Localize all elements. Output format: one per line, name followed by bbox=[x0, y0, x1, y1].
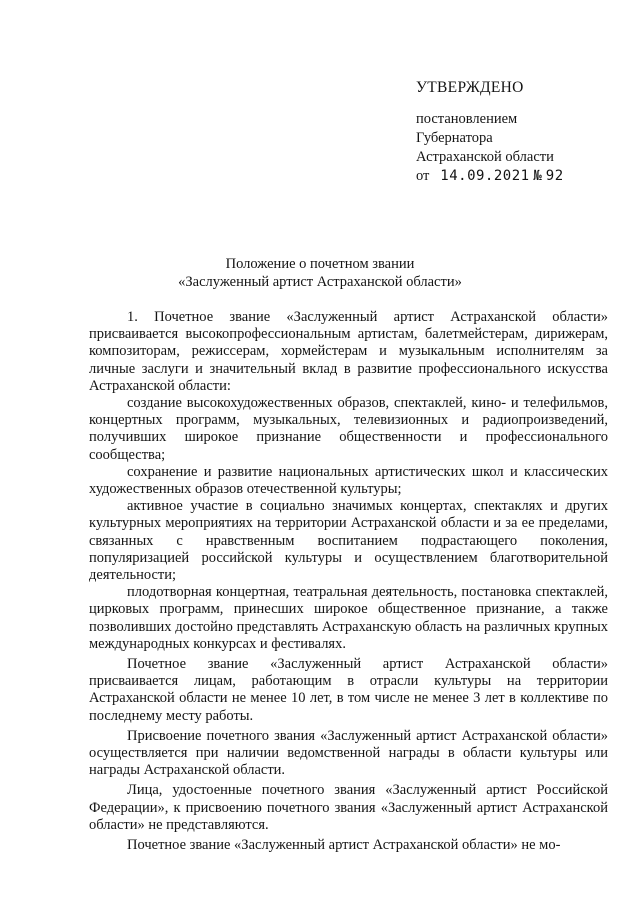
paragraph-7: Присвоение почетного звания «Заслуженный артист Астраханской области» осуществляется при наличии ведомственной награды в области культуры или награды Астраханской области. bbox=[89, 727, 608, 779]
paragraph-6: Почетное звание «Заслуженный артист Астраханской области» присваивается лицам, работающим в отрасли культуры на территории Астраханской области не менее 10 лет, в том числе не менее 3 лет в коллективе по последнему месту работы. bbox=[89, 656, 608, 724]
paragraph-3: сохранение и развитие национальных артистических школ и классических художественных образов отечественной культуры; bbox=[89, 463, 608, 498]
decree-prefix: от bbox=[416, 168, 430, 184]
document-title-line-1: Положение о почетном звании bbox=[225, 256, 415, 272]
approval-line-2: Губернатора bbox=[416, 130, 493, 146]
paragraph-5: плодотворная концертная, театральная деятельность, постановка спектаклей, цирковых программ, принесших широкое общественное признание, а также позволивших достойно представлять Астраханскую область на различных крупных международных конкурсах и фестивалях. bbox=[89, 584, 608, 652]
decree-number-sign: № bbox=[533, 168, 543, 184]
decree-reference bbox=[416, 167, 626, 186]
decree-date: 14.09.2021 bbox=[440, 168, 530, 184]
approval-line-1: постановлением bbox=[416, 111, 518, 127]
approval-title: УТВЕРЖДЕНО bbox=[416, 79, 524, 96]
paragraph-1: 1. Почетное звание «Заслуженный артист Астраханской области» присваивается высокопрофессиональным артистам, балетмейстерам, дирижерам, композиторам, режиссерам, хормейстерам и музыкальным исполнителям за личные заслуги и значительный вклад в развитие профессионального искусства Астраханской области: bbox=[89, 309, 608, 394]
paragraph-9: Почетное звание «Заслуженный артист Астраханской области» не мо- bbox=[127, 837, 561, 854]
paragraph-2: создание высокохудожественных образов, спектаклей, кино- и телефильмов, концертных программ, музыкальных, телевизионных и радиопроизведений, получивших широкое признание общественности и профессионального сообщества; bbox=[89, 395, 608, 463]
paragraph-8: Лица, удостоенные почетного звания «Заслуженный артист Российской Федерации», к присвоению почетного звания «Заслуженный артист Астраханской области» не представляются. bbox=[89, 782, 608, 833]
paragraph-4: активное участие в социально значимых концертах, спектаклях и других культурных мероприятиях на территории Астраханской области и за ее пределами, связанных с нравственным воспитанием подрастающего поколения, популяризацией российской культуры и осуществлением благотворительной деятельности; bbox=[89, 498, 608, 584]
decree-number: 92 bbox=[545, 168, 564, 184]
document-title bbox=[120, 255, 520, 291]
approval-line-3: Астраханской области bbox=[416, 149, 554, 165]
document-body bbox=[89, 309, 608, 854]
approval-stamp-block bbox=[416, 78, 626, 186]
document-title-line-2: «Заслуженный артист Астраханской области» bbox=[178, 274, 462, 290]
